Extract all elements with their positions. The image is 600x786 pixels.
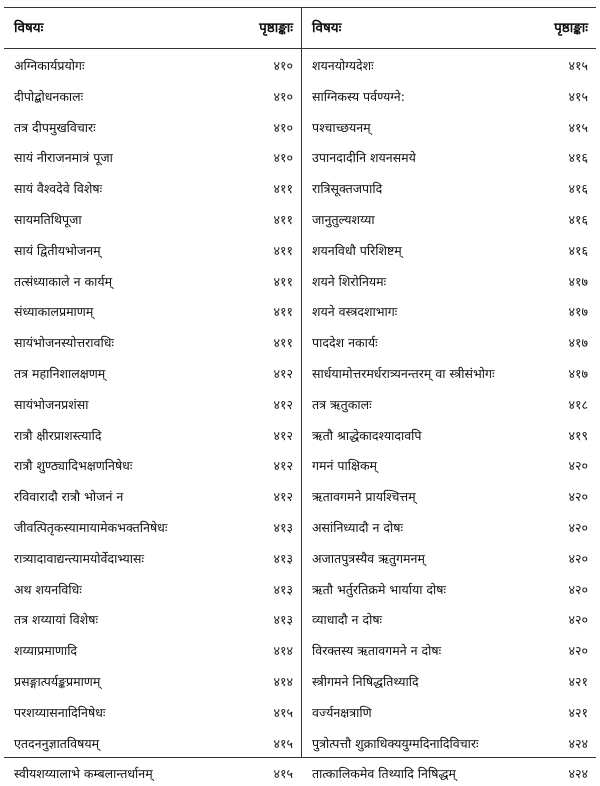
entry-page-number: ४११ xyxy=(273,304,293,320)
entry-page-number: ४१० xyxy=(273,58,293,73)
index-entry xyxy=(312,516,588,540)
entry-page-number: ४११ xyxy=(273,242,293,258)
entry-subject: असांनिध्यादौ न दोषः xyxy=(312,520,403,535)
entry-subject: अजातपुत्रस्यैव ऋतुगमनम् xyxy=(312,550,425,566)
entry-page-number: ४११ xyxy=(273,335,293,351)
entry-page-number: ४१३ xyxy=(273,550,293,566)
index-entry xyxy=(14,362,293,386)
entry-page-number: ४१६ xyxy=(568,212,588,227)
index-entry xyxy=(14,485,293,509)
entry-page-number: ४१९ xyxy=(568,427,588,443)
index-entry xyxy=(312,54,588,78)
entry-page-number: ४१४ xyxy=(273,643,293,659)
entry-page-number: ४२१ xyxy=(568,704,588,720)
index-entry xyxy=(14,116,293,140)
entry-subject: अथ शयनविधिः xyxy=(14,581,82,597)
entry-subject: स्वीयशय्यालाभे कम्बलान्तर्धानम् xyxy=(14,766,153,782)
entry-page-number: ४२४ xyxy=(568,735,588,751)
entry-subject: विरक्तस्य ऋतावगमने न दोषः xyxy=(312,643,442,659)
index-entry xyxy=(312,608,588,632)
entry-page-number: ४१० xyxy=(273,119,293,135)
index-entry xyxy=(312,239,588,263)
subject-heading: विषयः xyxy=(312,20,342,36)
index-entry xyxy=(312,116,588,140)
entry-subject: जानुतुल्यशय्या xyxy=(312,212,375,227)
entry-page-number: ४११ xyxy=(273,212,293,227)
index-entry xyxy=(312,177,588,201)
index-entry xyxy=(312,578,588,602)
entry-subject: शयनविधौ परिशिष्टम् xyxy=(312,242,402,258)
index-entry xyxy=(14,146,293,170)
index-entry xyxy=(312,701,588,725)
entry-page-number: ४२० xyxy=(568,489,588,505)
entry-subject: गमनं पाक्षिकम् xyxy=(312,458,378,474)
header-rule xyxy=(4,48,301,49)
entry-page-number: ४१८ xyxy=(568,396,588,412)
index-entry xyxy=(14,331,293,355)
entry-page-number: ४१२ xyxy=(273,366,293,381)
entry-subject: शयने वस्त्रदशाभागः xyxy=(312,304,398,320)
index-entry xyxy=(312,146,588,170)
entry-page-number: ४१७ xyxy=(568,273,588,289)
entry-subject: सायं नीराजनमात्रं पूजा xyxy=(14,150,113,166)
entry-subject: सार्धयामोत्तरमर्धरात्र्यनन्तरम् वा स्त्रीसंभोगः xyxy=(312,366,495,381)
entry-subject: ऋतौ श्राद्धेकादश्यादावपि xyxy=(312,427,422,443)
index-entry xyxy=(14,177,293,201)
index-entry xyxy=(14,300,293,324)
entry-page-number: ४१० xyxy=(273,150,293,166)
entry-subject: स्त्रीगमने निषिद्धतिथ्यादि xyxy=(312,674,419,689)
entry-subject: सायंभोजनप्रशंसा xyxy=(14,396,89,412)
index-entry xyxy=(312,208,588,232)
entry-page-number: ४२४ xyxy=(568,766,588,782)
index-entry xyxy=(14,578,293,602)
header-rule xyxy=(302,48,596,49)
subject-heading: विषयः xyxy=(14,20,44,36)
index-entry xyxy=(14,516,293,540)
entry-subject: ऋतौ भर्तुरतिक्रमे भार्याया दोषः xyxy=(312,581,447,597)
right-header xyxy=(312,18,588,40)
index-entry xyxy=(312,393,588,417)
entry-subject: तात्कालिकमेव तिथ्यादि निषिद्धम् xyxy=(312,766,456,782)
entry-page-number: ४१५ xyxy=(273,704,293,720)
entry-subject: तत्र शय्यायां विशेषः xyxy=(14,612,98,628)
entry-page-number: ४२१ xyxy=(568,674,588,689)
entry-page-number: ४१६ xyxy=(568,150,588,166)
index-entry xyxy=(14,393,293,417)
index-entry xyxy=(312,300,588,324)
entry-subject: रात्रौ शुण्ठ्यादिभक्षणनिषेधः xyxy=(14,458,133,474)
entry-page-number: ४१६ xyxy=(568,181,588,197)
index-entry xyxy=(14,608,293,632)
entry-page-number: ४११ xyxy=(273,181,293,197)
index-entry xyxy=(14,85,293,109)
entry-page-number: ४१७ xyxy=(568,335,588,351)
index-entry xyxy=(312,331,588,355)
entry-subject: रात्रौ क्षीरप्राशस्त्यादि xyxy=(14,427,102,443)
entry-subject: तत्र महानिशालक्षणम् xyxy=(14,366,106,381)
entry-subject: सायं द्वितीयभोजनम् xyxy=(14,242,101,258)
entry-subject: उपानदादीनि शयनसमये xyxy=(312,150,416,166)
index-entry xyxy=(312,639,588,663)
entry-page-number: ४२० xyxy=(568,550,588,566)
entry-page-number: ४११ xyxy=(273,273,293,289)
entry-page-number: ४२० xyxy=(568,612,588,628)
index-entry xyxy=(312,362,588,386)
index-entry xyxy=(14,701,293,725)
entry-page-number: ४१४ xyxy=(273,674,293,689)
entry-subject: प्रसङ्गात्पर्यङ्कप्रमाणम् xyxy=(14,674,101,689)
index-entry xyxy=(312,732,588,756)
index-entry xyxy=(14,762,293,786)
index-entry xyxy=(14,270,293,294)
entry-page-number: ४२० xyxy=(568,581,588,597)
entry-page-number: ४१५ xyxy=(273,735,293,751)
entry-subject: ऋतावगमने प्रायश्चित्तम् xyxy=(312,489,416,505)
index-entry xyxy=(312,454,588,478)
index-entry xyxy=(14,208,293,232)
entry-subject: रविवारादौ रात्रौ भोजनं न xyxy=(14,489,124,505)
index-entry xyxy=(312,485,588,509)
entry-subject: तत्र ऋतुकालः xyxy=(312,396,372,412)
entry-subject: एतदननुज्ञातविषयम् xyxy=(14,735,100,751)
entry-subject: पश्चाच्छयनम् xyxy=(312,119,371,135)
index-entry xyxy=(14,424,293,448)
index-entry xyxy=(14,454,293,478)
entry-page-number: ४१३ xyxy=(273,520,293,535)
left-header xyxy=(14,18,293,40)
index-entry xyxy=(14,639,293,663)
entry-page-number: ४१३ xyxy=(273,612,293,628)
entry-page-number: ४१५ xyxy=(568,58,588,73)
entry-page-number: ४१५ xyxy=(273,766,293,782)
index-entry xyxy=(14,547,293,571)
entry-page-number: ४१२ xyxy=(273,489,293,505)
entry-subject: शय्याप्रमाणादि xyxy=(14,643,78,659)
page-heading: पृष्ठाङ्काः xyxy=(554,20,588,36)
entry-subject: अग्निकार्यप्रयोगः xyxy=(14,58,85,73)
entry-subject: पाददेश नकार्यः xyxy=(312,335,378,351)
entry-subject: सायंभोजनस्योत्तरावधिः xyxy=(14,335,114,351)
entry-subject: रात्रिसूक्तजपादि xyxy=(312,181,383,197)
entry-subject: संध्याकालप्रमाणम् xyxy=(14,304,94,320)
index-entry xyxy=(14,239,293,263)
index-entry xyxy=(312,85,588,109)
index-entry xyxy=(14,670,293,694)
entry-page-number: ४१२ xyxy=(273,458,293,474)
entry-subject: तत्संध्याकाले न कार्यम् xyxy=(14,273,113,289)
entry-page-number: ४१५ xyxy=(568,88,588,104)
entry-page-number: ४१७ xyxy=(568,366,588,381)
entry-page-number: ४२० xyxy=(568,520,588,535)
entry-subject: सायमतिथिपूजा xyxy=(14,212,82,227)
bottom-rule xyxy=(4,757,596,758)
entry-subject: रात्र्यादावाद्यन्त्यामयोर्वेदाभ्यासः xyxy=(14,550,144,566)
index-entry xyxy=(312,762,588,786)
index-entry xyxy=(312,270,588,294)
index-entry xyxy=(312,670,588,694)
entry-page-number: ४१० xyxy=(273,88,293,104)
entry-subject: सायं वैश्वदेवे विशेषः xyxy=(14,181,103,197)
entry-subject: साग्निकस्य पर्वण्यग्ने: xyxy=(312,88,405,104)
entry-subject: व्याधादौ न दोषः xyxy=(312,612,383,628)
entry-subject: पुत्रोत्पत्तौ शुक्राधिक्ययुग्मदिनादिविचारः xyxy=(312,735,479,751)
entry-page-number: ४१३ xyxy=(273,581,293,597)
entry-subject: जीवत्पितृकस्यामायामेकभक्तनिषेधः xyxy=(14,520,168,535)
left-column xyxy=(4,8,301,782)
entry-subject: वर्ज्यनक्षत्राणि xyxy=(312,704,372,720)
entry-page-number: ४२० xyxy=(568,643,588,659)
entry-page-number: ४१५ xyxy=(568,119,588,135)
entry-subject: परशय्यासनादिनिषेधः xyxy=(14,704,106,720)
entry-page-number: ४१२ xyxy=(273,396,293,412)
entry-page-number: ४२० xyxy=(568,458,588,474)
entry-subject: तत्र दीपमुखविचारः xyxy=(14,119,96,135)
index-entry xyxy=(14,54,293,78)
index-entry xyxy=(312,547,588,571)
entry-subject: शयने शिरोनियमः xyxy=(312,273,387,289)
right-column xyxy=(302,8,596,782)
entry-page-number: ४१७ xyxy=(568,304,588,320)
entry-subject: दीपोद्बोधनकालः xyxy=(14,88,84,104)
page-heading: पृष्ठाङ्काः xyxy=(259,20,293,36)
entry-page-number: ४१२ xyxy=(273,427,293,443)
index-entry xyxy=(14,732,293,756)
entry-page-number: ४१६ xyxy=(568,242,588,258)
entry-subject: शयनयोग्यदेशः xyxy=(312,58,374,73)
index-entry xyxy=(312,424,588,448)
